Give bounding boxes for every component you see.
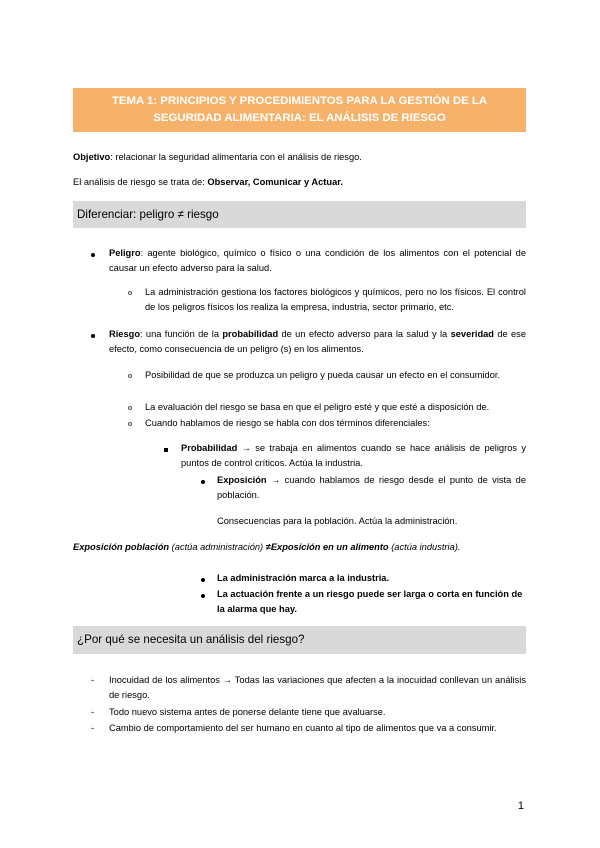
analisis-paragraph [73, 175, 343, 190]
exposicion-label: Exposición [217, 475, 267, 485]
bullet-dot [201, 480, 205, 484]
bullet-ring [128, 406, 132, 410]
probabilidad-paragraph [181, 441, 526, 471]
section-heading-por-que [73, 626, 526, 654]
page-number: 1 [517, 800, 524, 812]
probabilidad-text: → se trabaja en alimentos cuando se hace análisis de peligros y puntos de control críticos. Actúa la industria. [181, 443, 526, 468]
title-banner [73, 88, 526, 132]
riesgo-sub-3: Cuando hablamos de riesgo se habla con dos términos diferenciales: [145, 418, 430, 428]
dash-marker: - [91, 675, 95, 685]
comparison-bold-2: ≠Exposición en un alimento [265, 542, 389, 552]
dash-marker: - [91, 723, 95, 733]
bold-bullet-1: La administración marca a la industria. [217, 573, 390, 583]
comparison-italic-1: (actúa administración) [169, 542, 266, 552]
bullet-dot [91, 253, 95, 257]
objetivo-text: : relacionar la seguridad alimentaria con el análisis de riesgo. [110, 152, 362, 162]
peligro-paragraph [109, 246, 526, 276]
probabilidad-label: Probabilidad [181, 443, 238, 453]
section-heading-diferenciar [73, 201, 526, 228]
exposicion-paragraph [217, 473, 526, 503]
riesgo-text-2: de un efecto adverso para la salud y la [278, 329, 451, 339]
riesgo-text-3: de ese efecto, como consecuencia de un peligro (s) en los alimentos. [109, 329, 526, 354]
riesgo-sub-2: La evaluación del riesgo se basa en que el peligro esté y que esté a disposición de. [145, 402, 490, 412]
objetivo-paragraph [73, 150, 362, 165]
bullet-ring [128, 422, 132, 426]
bullet-ring [128, 374, 132, 378]
bullet-dot [91, 334, 95, 338]
analisis-bold: Observar, Comunicar y Actuar. [207, 177, 343, 187]
bullet-square [164, 448, 168, 452]
riesgo-label: Riesgo [109, 329, 140, 339]
comparison-italic-2: (actúa industria). [388, 542, 461, 552]
riesgo-paragraph [109, 327, 526, 357]
title-line-2: SEGURIDAD ALIMENTARIA: EL ANÁLISIS DE RIESGO [153, 112, 446, 124]
riesgo-sub-1: Posibilidad de que se produzca un peligro y pueda causar un efecto en el consumidor. [145, 370, 501, 380]
objetivo-label: Objetivo [73, 152, 111, 162]
peligro-sub-paragraph: La administración gestiona los factores biológicos y químicos, pero no los físicos. El control de los peligros físicos los realiza la empresa, industria, sector primario, etc. [145, 287, 526, 312]
dash-marker: - [91, 707, 95, 717]
riesgo-text-1: : una función de la [140, 329, 223, 339]
bullet-ring [128, 291, 132, 295]
bullet-dot [201, 594, 205, 598]
section-heading-text: Diferenciar: peligro ≠ riesgo [77, 207, 219, 221]
exposicion-text: → cuando hablamos de riesgo desde el punto de vista de población. [217, 475, 526, 500]
reason-item-3: Cambio de comportamiento del ser humano en cuanto al tipo de alimentos que va a consumir. [109, 723, 497, 733]
bullet-dot [201, 578, 205, 582]
title-line-1: TEMA 1: PRINCIPIOS Y PROCEDIMIENTOS PARA LA GESTIÓN DE LA [111, 95, 488, 107]
riesgo-severidad: severidad [450, 329, 494, 339]
section-heading-text: ¿Por qué se necesita un análisis del riesgo? [77, 633, 305, 646]
bold-bullet-2: La actuación frente a un riesgo puede ser larga o corta en función de la alarma que hay. [217, 589, 523, 614]
riesgo-probabilidad: probabilidad [222, 329, 279, 339]
reason-item-1: Inocuidad de los alimentos → Todas las variaciones que afecten a la inocuidad conllevan un análisis de riesgo. [109, 675, 526, 700]
reason-item-2: Todo nuevo sistema antes de ponerse delante tiene que avaluarse. [109, 707, 386, 717]
analisis-text: El análisis de riesgo se trata de: [73, 177, 208, 187]
exposicion-comparison [73, 540, 460, 555]
exposicion-consecuencias: Consecuencias para la población. Actúa la administración. [217, 516, 458, 526]
peligro-text: : agente biológico, químico o físico o una condición de los alimentos con el potencial de causar un efecto adverso para la salud. [109, 248, 526, 273]
peligro-label: Peligro [109, 248, 141, 258]
comparison-bold-1: Exposición población [73, 542, 170, 552]
